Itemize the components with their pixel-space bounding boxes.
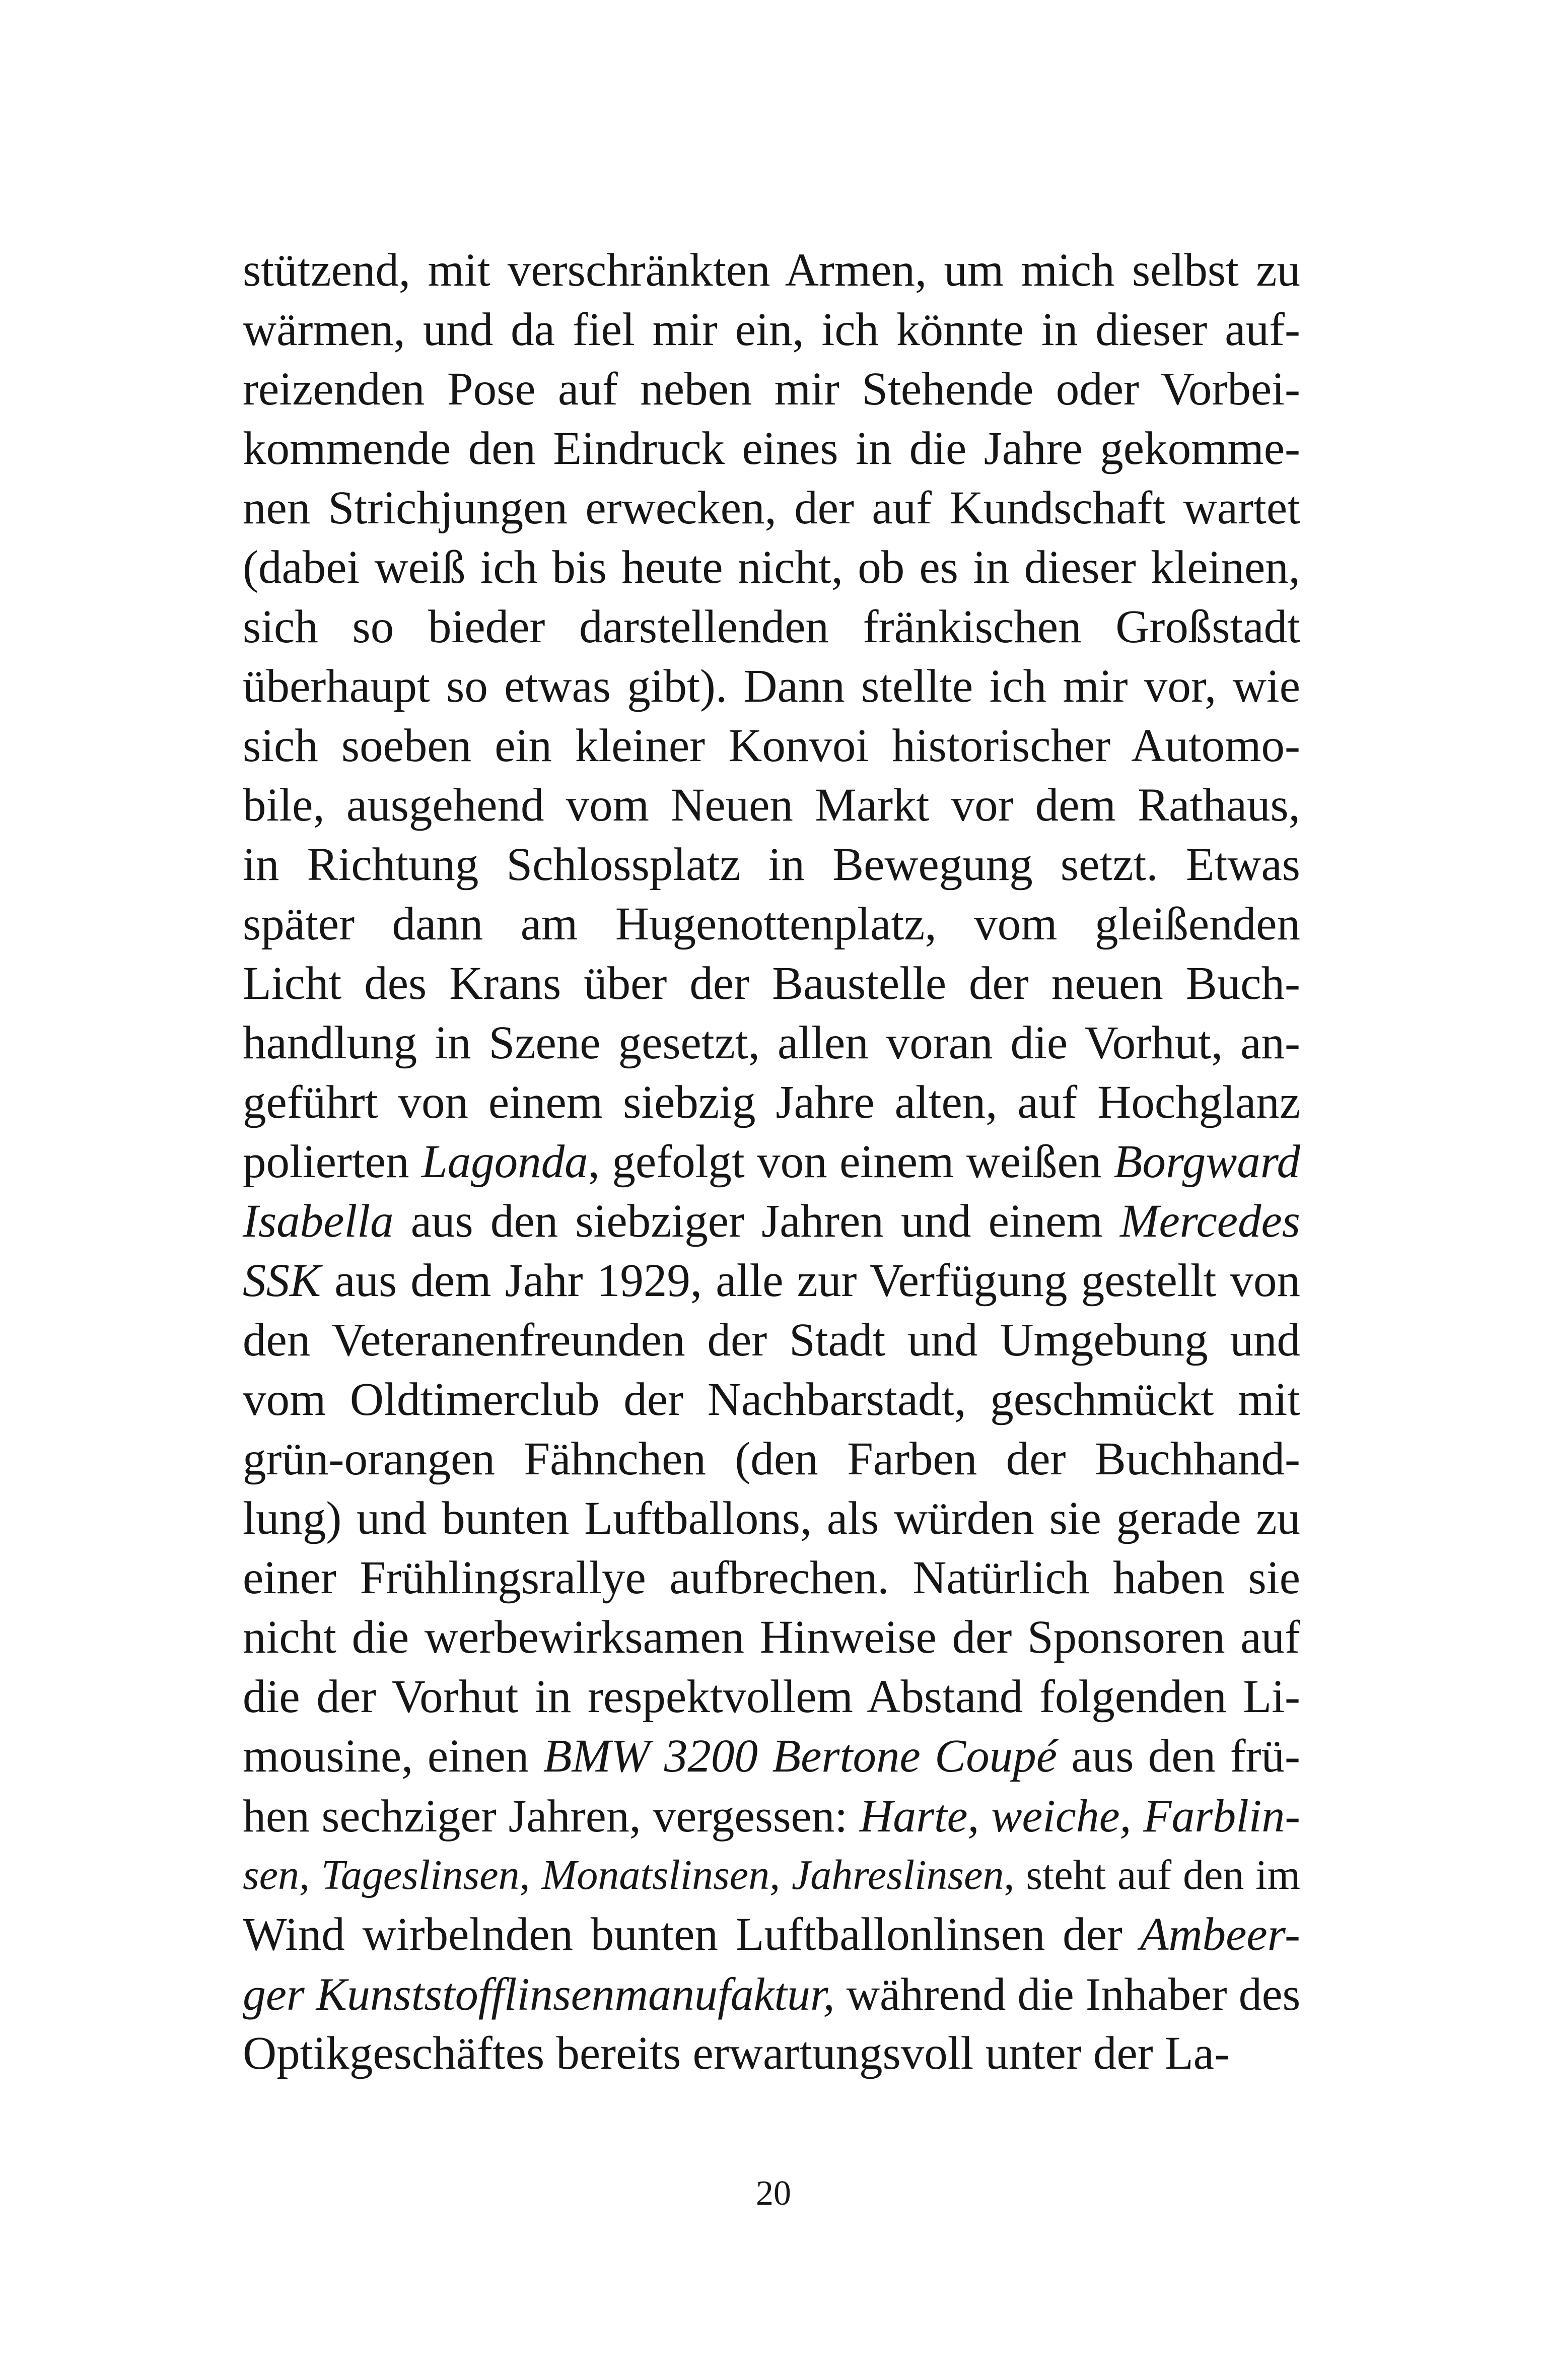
italic-text: SSK	[243, 1255, 321, 1307]
text-segment: aus den siebziger Jahren und einem	[393, 1195, 1120, 1247]
text-line	[243, 835, 1300, 895]
text-segment: geführt von einem siebzig Jahre alten, auf Hochglanz	[243, 1076, 1300, 1128]
text-line	[243, 1311, 1300, 1370]
italic-text: ger Kunststofflinsenmanufaktur,	[243, 1968, 835, 2020]
text-segment: grün-orangen Fähnchen (den Farben der Buchhand-	[243, 1433, 1300, 1485]
text-line	[243, 1251, 1300, 1311]
page-number: 20	[756, 2174, 791, 2213]
text-segment: aus den frü-	[1057, 1730, 1300, 1782]
text-segment: aus dem Jahr 1929, alle zur Verfügung gestellt von	[321, 1255, 1300, 1307]
italic-text: Lagonda	[421, 1136, 588, 1188]
text-line	[243, 1489, 1300, 1548]
italic-text: BMW 3200 Bertone Coupé	[543, 1730, 1057, 1782]
text-segment: einer Frühlingsrallye aufbrechen. Natürlich haben sie	[243, 1552, 1300, 1604]
text-segment: lung) und bunten Luftballons, als würden sie gerade zu	[243, 1492, 1300, 1544]
text-segment: , steht auf den im	[1004, 1852, 1300, 1898]
text-line	[243, 1430, 1300, 1489]
text-line	[243, 1132, 1300, 1192]
text-line	[243, 895, 1300, 954]
text-line	[243, 1073, 1300, 1132]
text-line	[243, 419, 1300, 479]
text-segment: hen sechziger Jahren, vergessen:	[243, 1790, 860, 1842]
text-line	[243, 1667, 1300, 1727]
text-segment: wärmen, und da fiel mir ein, ich könnte in dieser auf-	[243, 304, 1300, 356]
italic-text: Harte, weiche, Farblin-	[859, 1790, 1301, 1842]
text-line	[243, 1548, 1300, 1608]
text-segment: sich soeben ein kleiner Konvoi historischer Automo-	[243, 720, 1300, 772]
text-segment: handlung in Szene gesetzt, allen voran die Vorhut, an-	[243, 1017, 1300, 1069]
text-line	[243, 479, 1300, 538]
text-segment: Licht des Krans über der Baustelle der neuen Buch-	[243, 958, 1300, 1009]
text-line	[243, 657, 1300, 716]
italic-text: Mercedes	[1119, 1195, 1300, 1247]
text-segment: die der Vorhut in respektvollem Abstand folgenden Li-	[243, 1671, 1300, 1723]
text-segment: in Richtung Schlossplatz in Bewegung setzt. Etwas	[243, 839, 1300, 891]
text-segment: Wind wirbelnden bunten Luftballonlinsen der	[243, 1909, 1140, 1960]
text-segment: während die Inhaber des	[834, 1968, 1301, 2020]
text-line	[243, 716, 1300, 776]
text-segment: nen Strichjungen erwecken, der auf Kundschaft wartet	[243, 482, 1300, 534]
text-segment: mousine, einen	[243, 1730, 543, 1782]
text-line	[243, 1727, 1300, 1786]
text-line	[243, 2024, 1300, 2083]
italic-text: Borgward	[1113, 1136, 1300, 1188]
text-line	[243, 360, 1300, 419]
text-line	[243, 1905, 1300, 1964]
text-segment: kommende den Eindruck eines in die Jahre gekomme-	[243, 423, 1300, 474]
text-line	[243, 954, 1300, 1013]
text-segment: , gefolgt von einem weißen	[588, 1136, 1114, 1188]
text-line	[243, 1370, 1300, 1430]
text-segment: stützend, mit verschränkten Armen, um mich selbst zu	[243, 244, 1300, 296]
text-line	[243, 300, 1300, 360]
text-line	[243, 1786, 1300, 1846]
text-segment: vom Oldtimerclub der Nachbarstadt, geschmückt mit	[243, 1374, 1300, 1425]
body-text	[243, 241, 1300, 2083]
text-line	[243, 241, 1300, 300]
text-line	[243, 1964, 1300, 2024]
italic-text: Ambeer-	[1140, 1909, 1300, 1960]
text-segment: überhaupt so etwas gibt). Dann stellte ich mir vor, wie	[243, 660, 1300, 712]
text-line	[243, 776, 1300, 835]
text-segment: später dann am Hugenottenplatz, vom gleißenden	[243, 898, 1300, 950]
text-line	[243, 1846, 1300, 1905]
text-line	[243, 1013, 1300, 1073]
text-segment: sich so bieder darstellenden fränkischen Großstadt	[243, 601, 1300, 653]
text-segment: reizenden Pose auf neben mir Stehende oder Vorbei-	[243, 363, 1300, 415]
italic-text: Isabella	[243, 1195, 394, 1247]
text-segment: bile, ausgehend vom Neuen Markt vor dem Rathaus,	[243, 779, 1300, 831]
text-segment: nicht die werbewirksamen Hinweise der Sponsoren auf	[243, 1611, 1300, 1663]
text-segment: (dabei weiß ich bis heute nicht, ob es in dieser kleinen,	[243, 541, 1300, 593]
text-line	[243, 597, 1300, 657]
text-segment: Optikgeschäftes bereits erwartungsvoll unter der La-	[243, 2027, 1230, 2079]
text-segment: polierten	[243, 1136, 421, 1188]
text-line	[243, 1192, 1300, 1251]
text-line	[243, 538, 1300, 597]
text-segment: den Veteranenfreunden der Stadt und Umgebung und	[243, 1314, 1300, 1366]
italic-text: sen, Tageslinsen, Monatslinsen, Jahreslinsen	[243, 1852, 1004, 1898]
text-line	[243, 1608, 1300, 1667]
